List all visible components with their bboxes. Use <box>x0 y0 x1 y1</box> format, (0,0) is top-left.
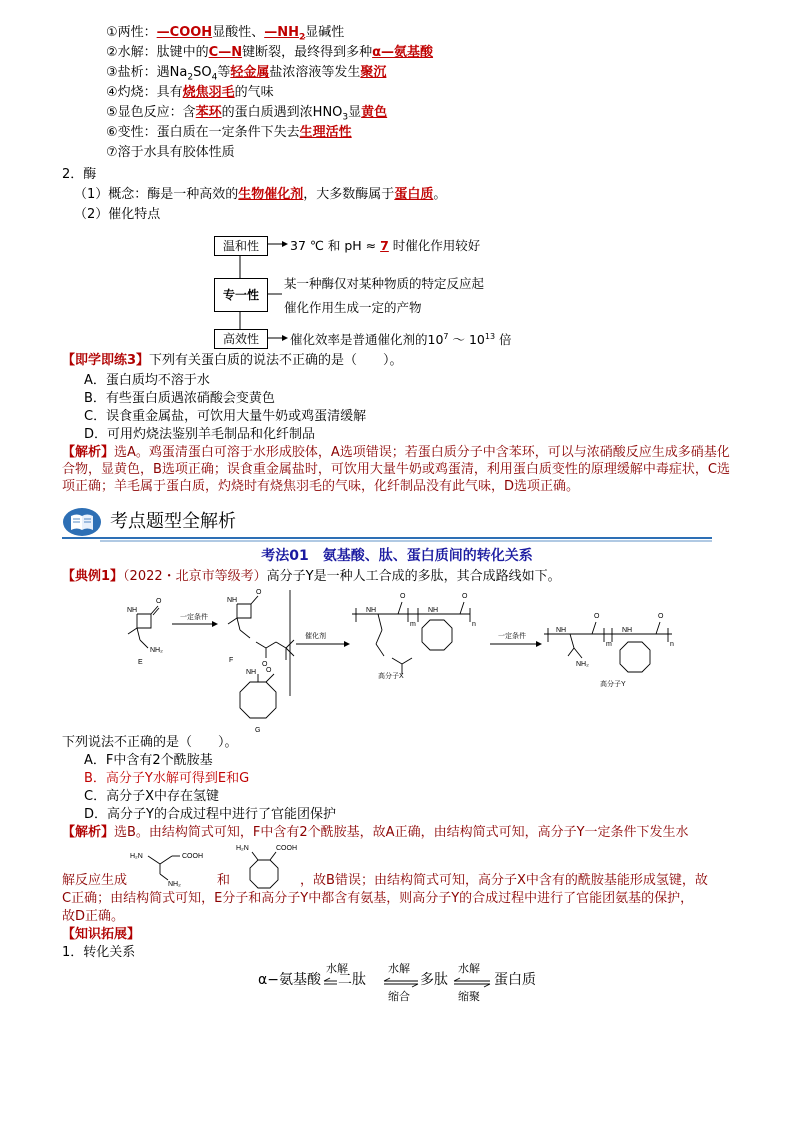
product-1-cooh: COOH <box>182 853 203 860</box>
Y-nh-label: NH <box>556 627 567 634</box>
specificity-label: 专一性 <box>214 278 268 312</box>
E-oxygen-label: O <box>156 598 162 605</box>
method-title: 考法01 氨基酸、肽、蛋白质间的转化关系 <box>261 548 533 564</box>
example-analysis-3: C正确；由结构简式可知，E分子和高分子Y中都含有氨基，则高分子Y的合成过程中进行了官能团氨基的保护， <box>62 891 694 906</box>
book-icon <box>62 506 102 538</box>
section-banner-title: 考点题型全解析 <box>110 511 236 532</box>
chain-polypeptide: 多肽 <box>420 972 448 988</box>
practice-option-a: A．蛋白质均不溶于水 <box>84 373 210 388</box>
molecule-F <box>228 596 294 660</box>
molecule-G <box>240 674 276 718</box>
X-nh-label: NH <box>366 607 377 614</box>
property-hydrolysis: ②水解：肽键中的C—N键断裂，最终得到多种α—氨基酸 <box>106 45 434 60</box>
step3-condition: 一定条件 <box>498 633 526 640</box>
X-oxygen-label: O <box>400 593 406 600</box>
X-m-label: m <box>410 621 416 628</box>
G-nh-label: NH <box>246 669 257 676</box>
F-oxygen-label: O <box>256 589 262 596</box>
Y-label: 高分子Y <box>600 681 626 688</box>
product-2-cooh: COOH <box>276 845 297 852</box>
chain-protein: 蛋白质 <box>494 972 536 988</box>
enzyme-title: 2．酶 <box>62 167 97 182</box>
example-analysis-4: 故D正确。 <box>62 909 125 924</box>
practice-analysis: 【解析】选A。鸡蛋清蛋白可溶于水形成胶体，A选项错误；若蛋白质分子中含苯环，可以与浓硝酸反应生成多硝基化合物，显黄色，B选项正确；误食重金属盐时，可饮用大量牛奶或鸡蛋清，利用蛋白质变性的原理缓解中毒症状，C选项正确；羊毛属于蛋白质，灼烧时有烧焦羽毛的气味，化纤制品没有此气味，D选项正确。 <box>62 445 730 494</box>
catalyst-condition: 催化剂 <box>305 633 326 640</box>
step1-condition: 一定条件 <box>180 614 208 621</box>
enzyme-feature-label: （2）催化特点 <box>74 207 161 222</box>
property-colloid: ⑦溶于水具有胶体性质 <box>106 145 235 160</box>
practice-question: 【即学即练3】下列有关蛋白质的说法不正确的是（ ）。 <box>62 353 403 368</box>
example-option-b: B．高分子Y水解可得到E和G <box>84 771 250 786</box>
F-nh-label: NH <box>227 597 238 604</box>
chain-polycondensation: 缩聚 <box>458 990 480 1003</box>
chain-hydrolysis-1: 水解 <box>326 962 348 975</box>
property-amphoteric: ①两性：—COOH显酸性、$—NH_2$显碱性 <box>106 25 345 43</box>
chain-arrows <box>0 972 794 1002</box>
Y-n-label: n <box>670 641 674 648</box>
G-oxygen-label: O <box>266 667 272 674</box>
X-oxygen2-label: O <box>462 593 468 600</box>
efficiency-label: 高效性 <box>214 329 268 349</box>
property-salting-out: ③盐析：遇$Na_2SO_4$等轻金属盐浓溶液等发生聚沉 <box>106 65 387 83</box>
E-label: E <box>138 659 143 666</box>
F-label: F <box>229 657 234 664</box>
banner-underline <box>0 536 794 546</box>
enzyme-concept: （1）概念：酶是一种高效的生物催化剂，大多数酶属于蛋白质。 <box>74 187 447 202</box>
property-burning: ④灼烧：具有烧焦羽毛的气味 <box>106 85 274 100</box>
chain-dipeptide: 二肽 <box>338 972 366 988</box>
example-prompt: 下列说法不正确的是（ ）。 <box>62 735 238 750</box>
F-oxygen2-label: O <box>262 661 268 668</box>
mild-desc: 37 ℃ 和 pH ≈ 7 时催化作用较好 <box>290 238 481 253</box>
chain-condensation: 缩合 <box>388 990 410 1003</box>
example-option-c: C．高分子X中存在氢键 <box>84 789 219 804</box>
product-2-h2n: H₂N <box>236 845 249 852</box>
property-color-reaction: ⑤显色反应：含苯环的蛋白质遇到浓$HNO_3$显黄色 <box>106 105 388 123</box>
specificity-desc-1: 某一种酶仅对某种物质的特定反应起 <box>284 276 485 291</box>
example-question: 【典例1】（2022・北京市等级考）高分子Y是一种人工合成的多肽，其合成路线如下。 <box>62 569 561 584</box>
property-denaturation: ⑥变性：蛋白质在一定条件下失去生理活性 <box>106 125 352 140</box>
Y-nh2-label: NH <box>622 627 633 634</box>
practice-option-b: B．有些蛋白质遇浓硝酸会变黄色 <box>84 391 275 406</box>
X-label: 高分子X <box>378 673 404 680</box>
practice-option-d: D．可用灼烧法鉴别羊毛制品和化纤制品 <box>84 427 316 442</box>
chain-alpha-amino-acid: α−氨基酸 <box>258 972 321 988</box>
knowledge-item: 1．转化关系 <box>62 945 136 960</box>
efficiency-desc: 催化效率是普通催化剂的$10^7$ ～ $10^{13}$ 倍 <box>290 331 512 347</box>
X-n-label: n <box>472 621 476 628</box>
Y-m-label: m <box>606 641 612 648</box>
Y-oxygen2-label: O <box>658 613 664 620</box>
X-nh2-label: NH <box>428 607 439 614</box>
chain-hydrolysis-2: 水解 <box>388 962 410 975</box>
chain-hydrolysis-3: 水解 <box>458 962 480 975</box>
knowledge-tag: 【知识拓展】 <box>62 927 141 942</box>
example-option-d: D．高分子Y的合成过程中进行了官能团保护 <box>84 807 336 822</box>
example-option-a: A．F中含有2个酰胺基 <box>84 753 213 768</box>
Y-amine-label: NH₂ <box>576 661 589 668</box>
specificity-desc-2: 催化作用生成一定的产物 <box>284 300 422 315</box>
E-nh-label: NH <box>127 607 138 614</box>
Y-oxygen-label: O <box>594 613 600 620</box>
G-label: G <box>255 727 261 734</box>
product-1-h2n: H₂N <box>130 853 143 860</box>
product-1-nh2: NH₂ <box>168 881 181 888</box>
example-analysis-2: 解反应生成 和 ，故B错误；由结构简式可知，高分子X中含有的酰胺基能形成氢键，故 <box>62 873 708 888</box>
practice-option-c: C．误食重金属盐，可饮用大量牛奶或鸡蛋清缓解 <box>84 409 367 424</box>
mild-label: 温和性 <box>214 236 268 256</box>
E-nh2-label: NH₂ <box>150 647 163 654</box>
example-analysis-1: 【解析】选B。由结构简式可知，F中含有2个酰胺基，故A正确，由结构简式可知，高分子Y一定条件下发生水 <box>62 825 689 840</box>
synthesis-scheme <box>0 586 794 736</box>
